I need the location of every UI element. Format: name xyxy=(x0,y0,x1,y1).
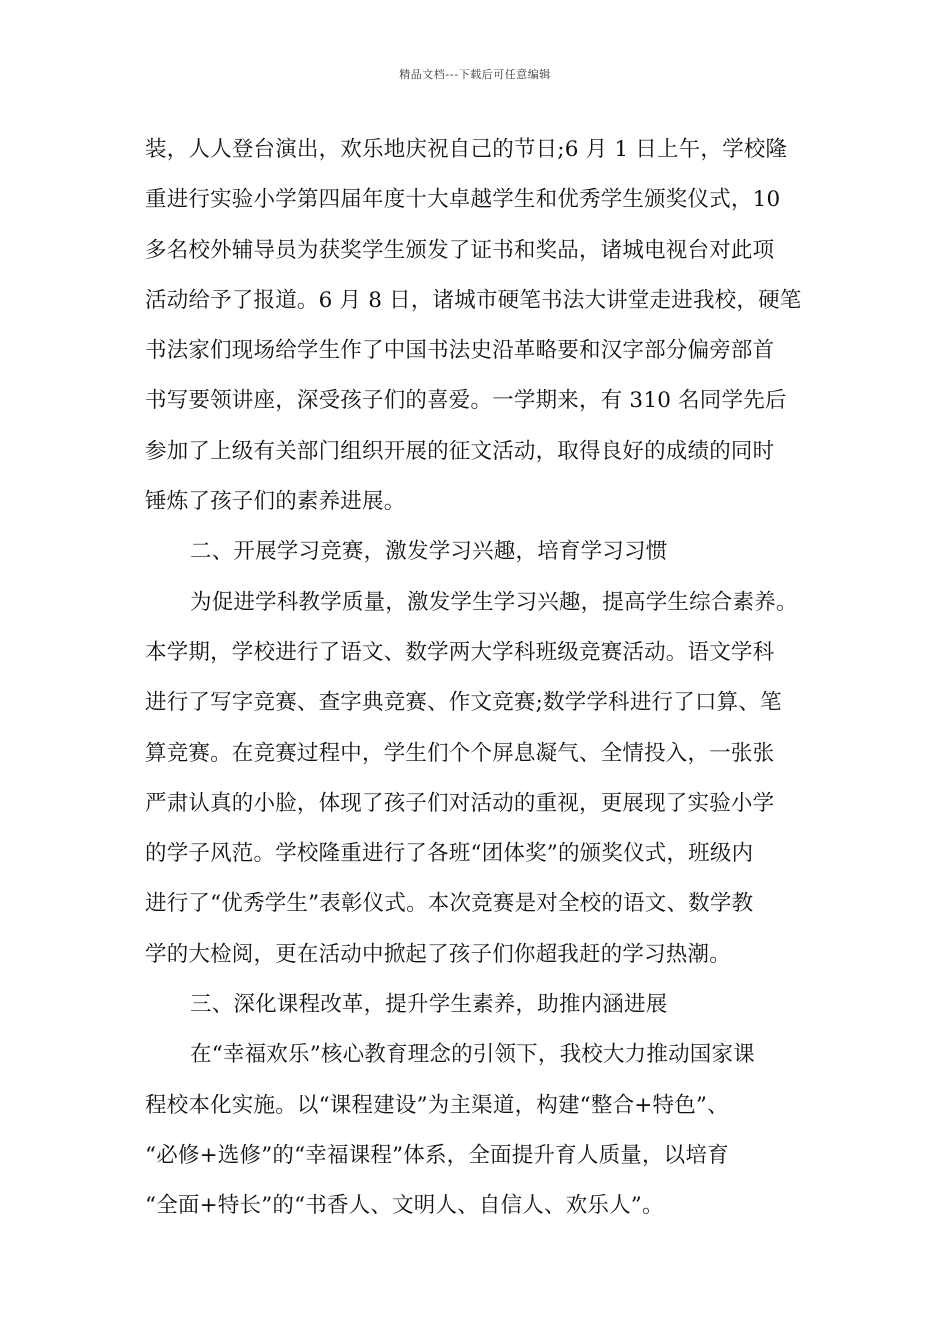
text-line: 算竞赛。在竞赛过程中，学生们个个屏息凝气、全情投入，一张张 xyxy=(145,740,775,766)
page-header: 精品文档---下载后可任意编辑 xyxy=(399,68,551,81)
text-line: 参加了上级有关部门组织开展的征文活动，取得良好的成绩的同时 xyxy=(145,438,775,464)
text-line: 装，人人登台演出，欢乐地庆祝自己的节日;6 月 1 日上午，学校隆 xyxy=(145,137,788,162)
text-line: 学的大检阅，更在活动中掀起了孩子们你超我赶的学习热潮。 xyxy=(145,941,731,967)
text-line: “全面+特长”的“书香人、文明人、自信人、欢乐人”。 xyxy=(145,1193,664,1219)
section-heading: 二、开展学习竞赛，激发学习兴趣，培育学习习惯 xyxy=(190,539,668,565)
text-line: “必修+选修”的“幸福课程”体系，全面提升育人质量，以培育 xyxy=(145,1142,729,1168)
text-line: 进行了“优秀学生”表彰仪式。本次竞赛是对全校的语文、数学教 xyxy=(145,891,754,917)
text-line: 程校本化实施。以“课程建设”为主渠道，构建“整合+特色”、 xyxy=(145,1092,729,1118)
document-body xyxy=(145,130,820,1237)
text-line: 进行了写字竞赛、查字典竞赛、作文竞赛;数学学科进行了口算、笔 xyxy=(145,690,782,716)
text-line: 的学子风范。学校隆重进行了各班“团体奖”的颁奖仪式，班级内 xyxy=(145,841,754,867)
text-line: 严肃认真的小脸，体现了孩子们对活动的重视，更展现了实验小学 xyxy=(145,790,775,816)
text-line: 活动给予了报道。6 月 8 日，诸城市硬笔书法大讲堂走进我校，硬笔 xyxy=(145,287,802,313)
paragraph-first-line: 为促进学科教学质量，激发学生学习兴趣，提高学生综合素养。 xyxy=(190,589,798,615)
text-line: 书写要领讲座，深受孩子们的喜爱。一学期来，有 310 名同学先后 xyxy=(145,388,787,414)
text-line: 多名校外辅导员为获奖学生颁发了证书和奖品，诸城电视台对此项 xyxy=(145,237,775,263)
text-line: 本学期，学校进行了语文、数学两大学科班级竞赛活动。语文学科 xyxy=(145,639,775,665)
text-line: 书法家们现场给学生作了中国书法史沿革略要和汉字部分偏旁部首 xyxy=(145,338,775,364)
text-line: 锤炼了孩子们的素养进展。 xyxy=(145,489,406,515)
text-line: 重进行实验小学第四届年度十大卓越学生和优秀学生颁奖仪式，10 xyxy=(145,187,781,213)
section-heading: 三、深化课程改革，提升学生素养，助推内涵进展 xyxy=(190,992,668,1018)
paragraph-first-line: 在“幸福欢乐”核心教育理念的引领下，我校大力推动国家课 xyxy=(190,1042,755,1068)
